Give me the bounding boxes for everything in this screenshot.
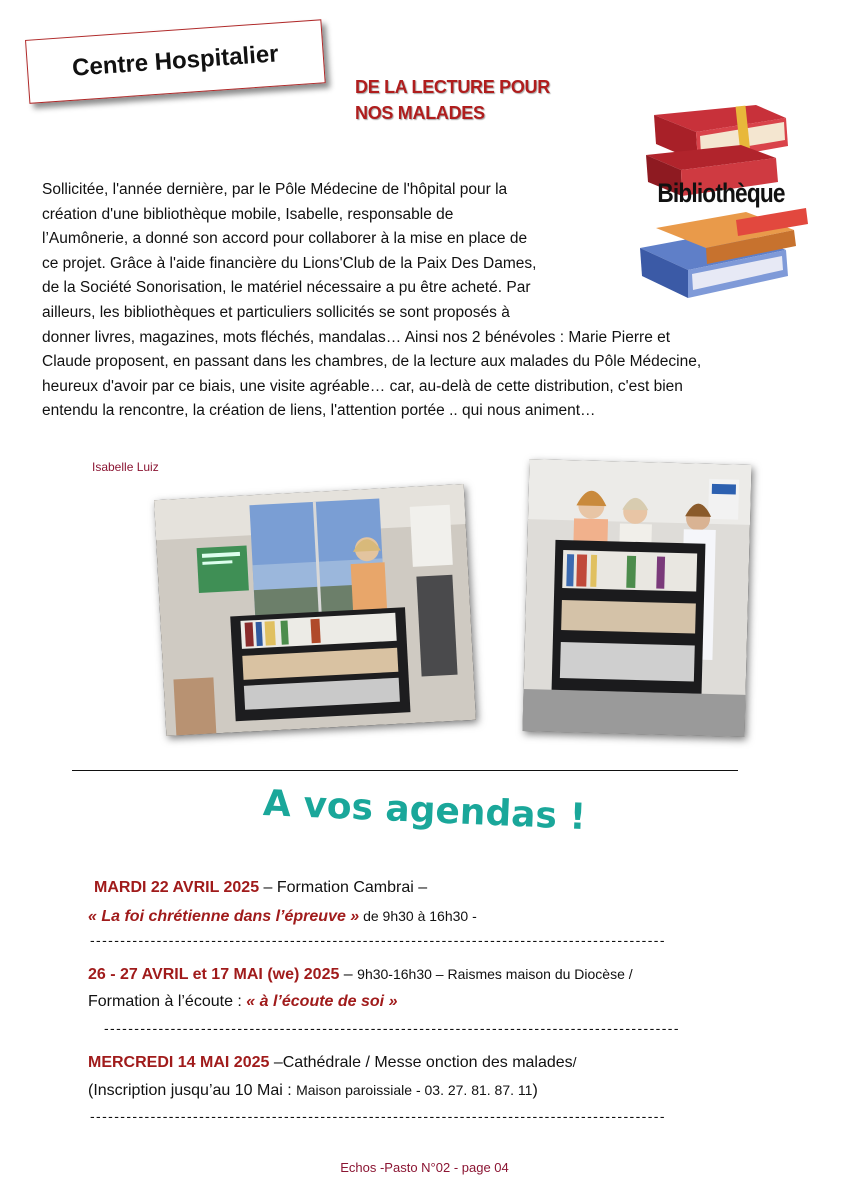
article-line: de la Société Sonorisation, le matériel nécessaire a pu être acheté. Par bbox=[42, 279, 531, 297]
agenda-title: A vos agendas ! bbox=[262, 782, 587, 839]
event-1-theme: « La foi chrétienne dans l’épreuve » bbox=[88, 908, 360, 925]
article-line: entendu la rencontre, la création de liens, l'attention portée .. qui nous animent… bbox=[42, 402, 596, 420]
event-3-date: MERCREDI 14 MAI 2025 bbox=[88, 1054, 270, 1071]
event-1-time: de 9h30 à 16h30 - bbox=[359, 908, 477, 924]
event-3-note-place: Maison paroissiale - 03. 27. 81. 87. 11 bbox=[296, 1082, 533, 1098]
event-3-slash: / bbox=[572, 1054, 577, 1070]
event-1-date: MARDI 22 AVRIL 2025 bbox=[94, 879, 260, 896]
event-2-label: Formation à l’écoute : bbox=[88, 993, 247, 1010]
event-3-line2 bbox=[88, 1078, 538, 1103]
event-3-note-end: ) bbox=[532, 1082, 538, 1099]
article-line: l’Aumônerie, a donné son accord pour collaborer à la mise en place de bbox=[42, 230, 528, 248]
section-title: Centre Hospitalier bbox=[71, 40, 280, 82]
event-1-line2 bbox=[88, 904, 477, 929]
article-title-line2: NOS MALADES bbox=[355, 103, 485, 123]
article-title-line1: DE LA LECTURE POUR bbox=[355, 77, 550, 97]
article-author: Isabelle Luiz bbox=[92, 460, 159, 474]
article-title bbox=[355, 74, 625, 126]
section-header-box bbox=[25, 19, 326, 104]
article-body bbox=[42, 178, 822, 424]
article-line: Sollicitée, l'année dernière, par le Pôle Médecine de l'hôpital pour la bbox=[42, 181, 508, 198]
event-2-line1 bbox=[88, 962, 633, 987]
event-2-line2 bbox=[88, 990, 397, 1014]
event-3-desc: –Cathédrale / Messe onction des malades bbox=[269, 1054, 573, 1071]
section-separator bbox=[72, 770, 738, 771]
page-footer: Echos -Pasto N°02 - page 04 bbox=[340, 1160, 509, 1175]
event-3-note-start: (Inscription jusqu’au 10 Mai : bbox=[88, 1082, 297, 1099]
event-2-details: 9h30-16h30 – Raismes maison du Diocèse / bbox=[357, 966, 633, 982]
event-1-desc: – Formation Cambrai – bbox=[259, 879, 428, 896]
article-line: ce projet. Grâce à l'aide financière du Lions'Club de la Paix Des Dames, bbox=[42, 254, 537, 272]
dash-separator: ----------------------------------------------------------------------------------------------- bbox=[104, 1020, 680, 1036]
event-2-date: 26 - 27 AVRIL et 17 MAI (we) 2025 bbox=[88, 966, 340, 983]
article-line: Claude proposent, en passant dans les chambres, de la lecture aux malades du Pôle Médecine, bbox=[42, 353, 702, 371]
library-cart-photo-1 bbox=[154, 484, 476, 736]
event-2-sep: – bbox=[339, 966, 358, 983]
event-3-line1 bbox=[88, 1050, 577, 1075]
article-line: création d'une bibliothèque mobile, Isabelle, responsable de bbox=[42, 205, 454, 223]
article-line: ailleurs, les bibliothèques et particuliers sollicités se sont proposés à bbox=[42, 303, 510, 321]
clipart-label: Bibliothèque bbox=[657, 178, 785, 208]
article-line: donner livres, magazines, mots fléchés, mandalas… Ainsi nos 2 bénévoles : Marie Pierre et bbox=[42, 328, 671, 346]
event-2-theme: « à l’écoute de soi » bbox=[246, 993, 398, 1010]
event-1-line1 bbox=[94, 876, 427, 900]
dash-separator: ----------------------------------------------------------------------------------------------- bbox=[90, 1108, 666, 1124]
dash-separator: ----------------------------------------------------------------------------------------------- bbox=[90, 932, 666, 948]
library-cart-photo-2 bbox=[522, 459, 751, 737]
article-line: heureux d'avoir par ce biais, une visite agréable… car, au-delà de cette distribution, c'est bien bbox=[42, 377, 683, 395]
